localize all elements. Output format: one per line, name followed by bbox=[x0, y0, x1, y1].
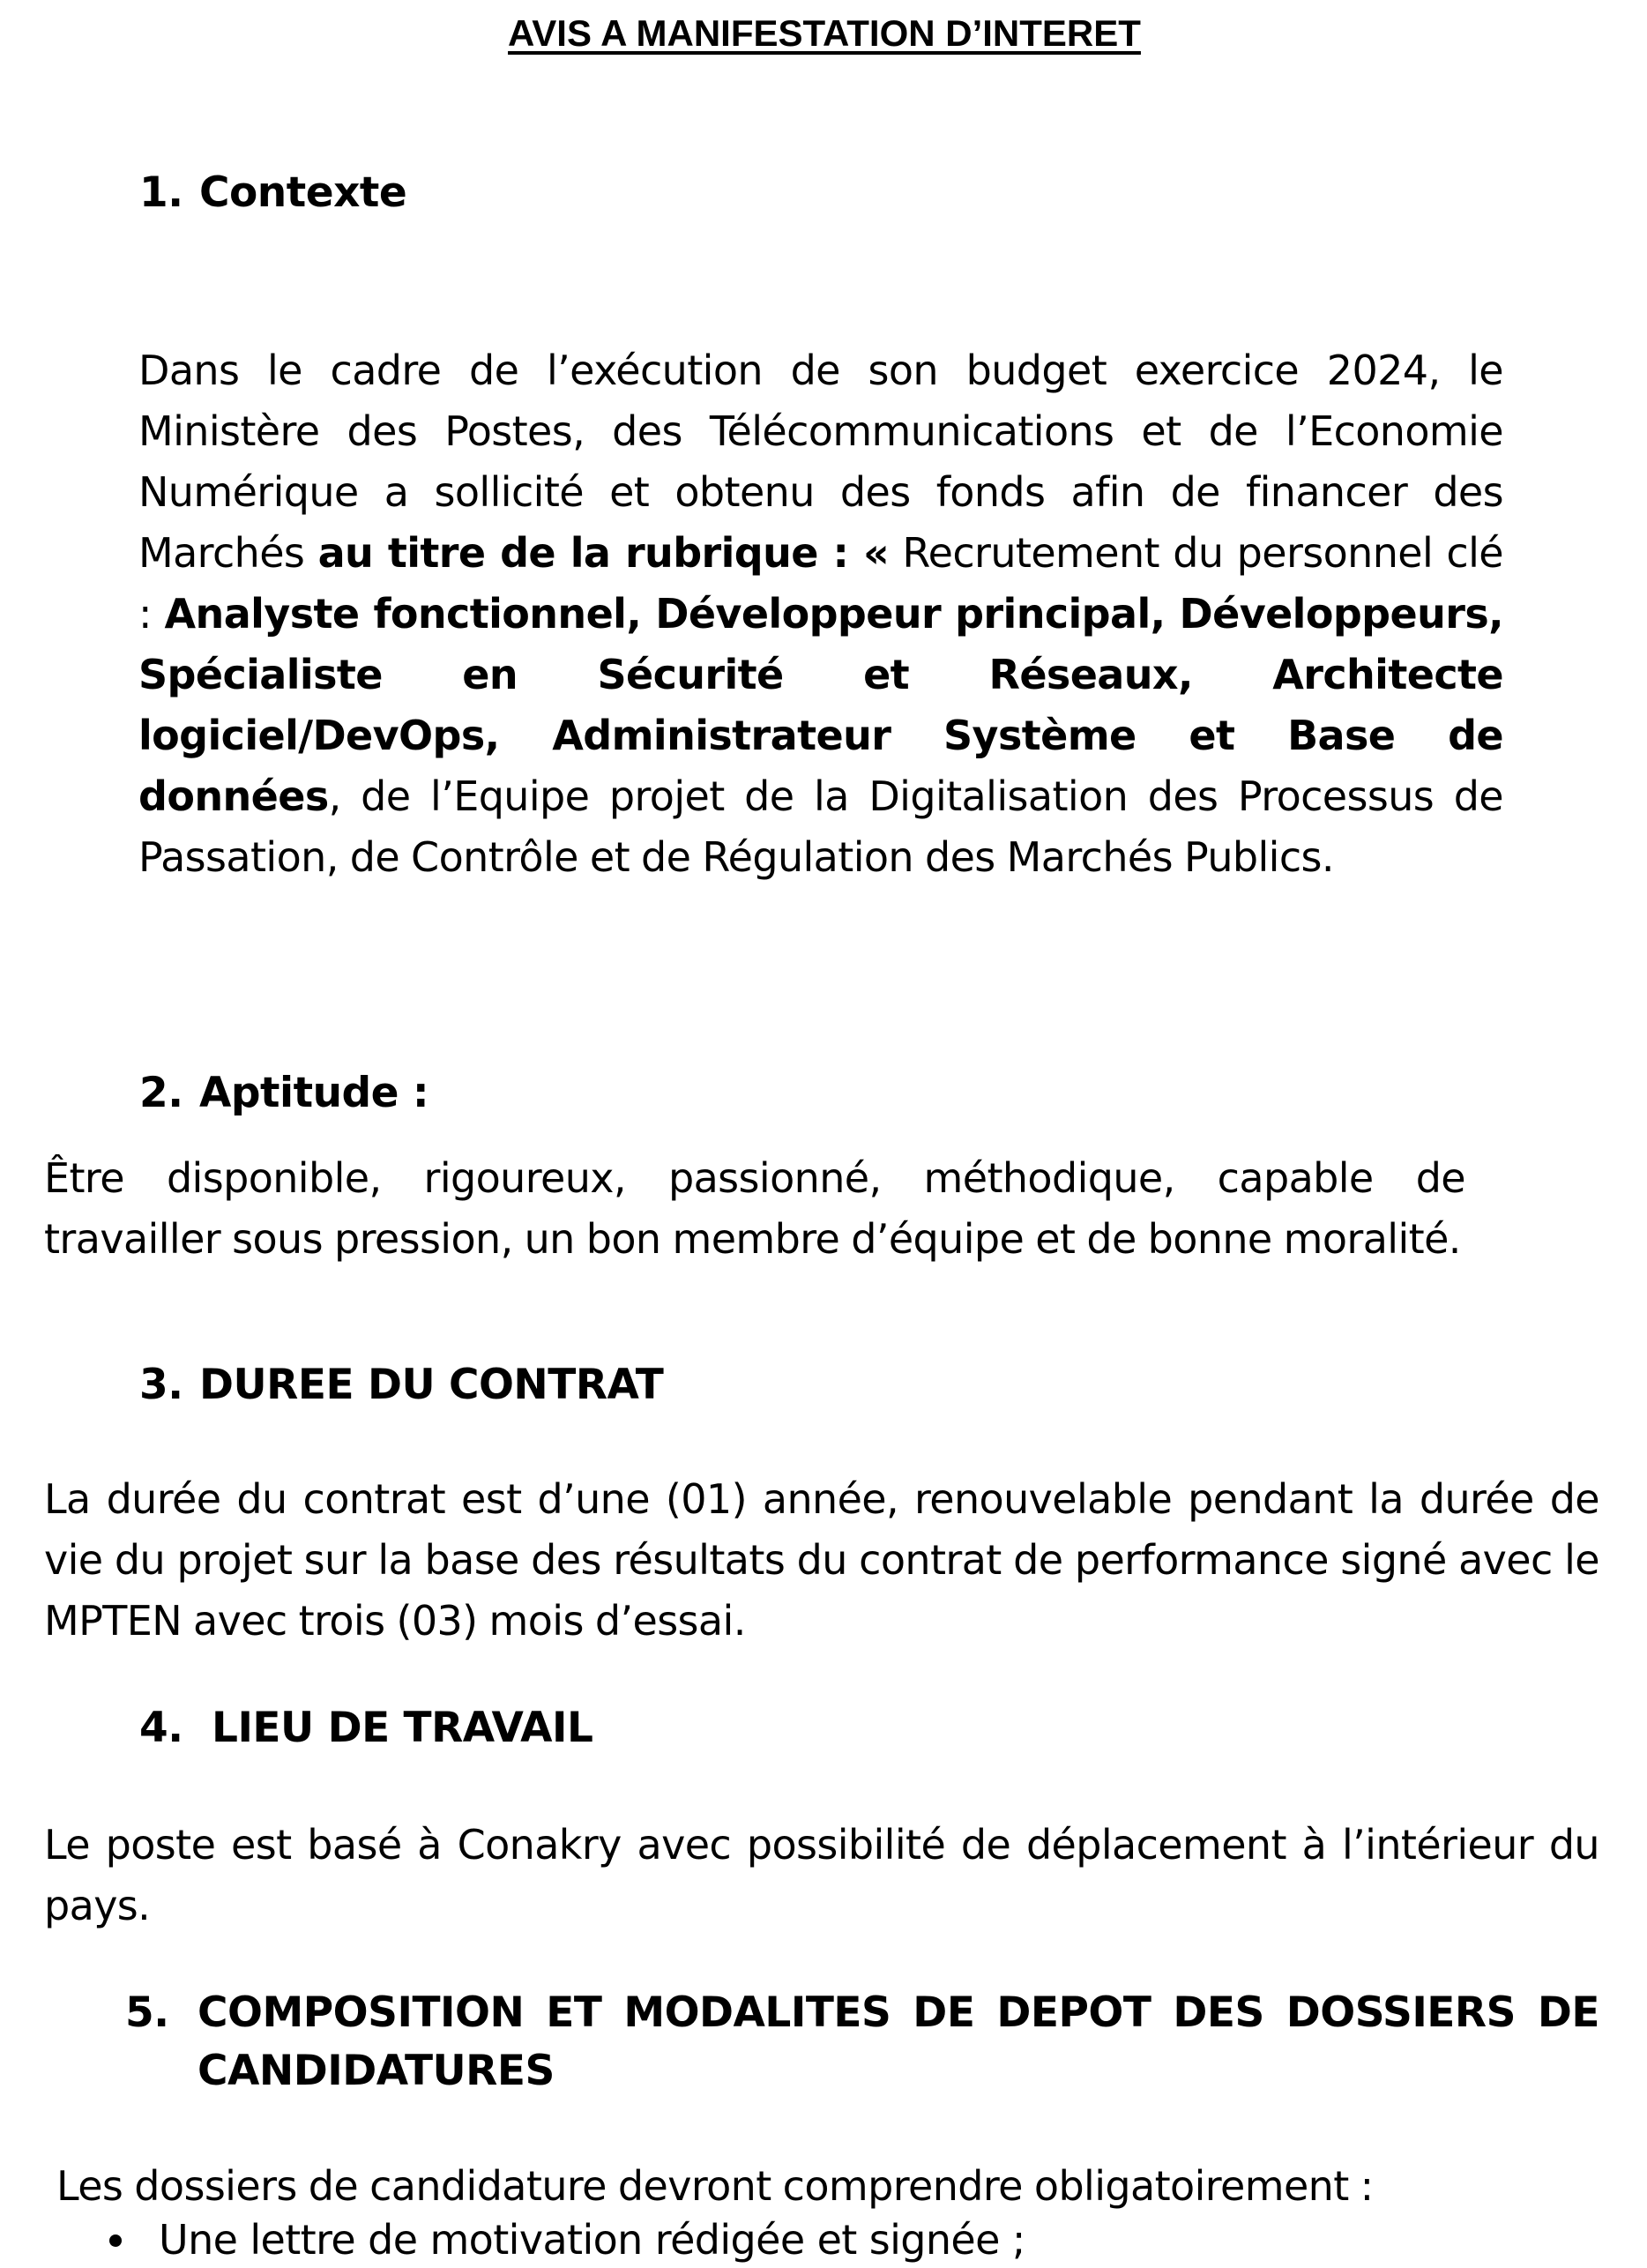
section-paragraph-contexte bbox=[138, 340, 1503, 888]
section-paragraph-aptitude bbox=[44, 1148, 1465, 1270]
paragraph-text: Les dossiers de candidature devront comprendre obligatoirement : bbox=[56, 2162, 1374, 2210]
section-title: DUREE DU CONTRAT bbox=[199, 1361, 664, 1409]
document-title: AVIS A MANIFESTATION D’INTERET bbox=[508, 12, 1141, 54]
section-heading-duree-contrat bbox=[139, 1356, 663, 1414]
paragraph-text-bold-roles: Analyste fonctionnel, Développeur principal, Développeurs, Spécialiste en Sécurité et Réseaux, Architecte logiciel/DevOps, Administrateur Système et Base de données bbox=[138, 590, 1503, 820]
section-title: Aptitude : bbox=[199, 1069, 429, 1117]
paragraph-text: , de l’Equipe projet de la Digitalisation des Processus de Passation, de Contrôle et de Régulation des Marchés Publics. bbox=[138, 772, 1503, 881]
section-title: COMPOSITION ET MODALITES DE DEPOT DES DOSSIERS DE CANDIDATURES bbox=[197, 1988, 1599, 2095]
section-number: 5. bbox=[125, 1988, 169, 2037]
section-heading-aptitude bbox=[139, 1064, 429, 1123]
section-title: Contexte bbox=[199, 168, 407, 217]
required-documents-list bbox=[102, 2212, 1601, 2268]
section-number: 1. bbox=[139, 168, 183, 217]
paragraph-text-bold: au titre de la rubrique : « bbox=[317, 529, 890, 577]
paragraph-text: Être disponible, rigoureux, passionné, méthodique, capable de travailler sous pression, un bon membre d’équipe et de bonne moralité. bbox=[44, 1154, 1465, 1263]
section-heading-contexte bbox=[139, 164, 406, 222]
section-paragraph-lieu-travail bbox=[44, 1815, 1599, 1936]
section-number: 3. bbox=[139, 1361, 183, 1409]
paragraph-text: Le poste est basé à Conakry avec possibilité de déplacement à l’intérieur du pays. bbox=[44, 1821, 1599, 1929]
section-number: 2. bbox=[139, 1069, 183, 1117]
bullet-icon bbox=[109, 2234, 122, 2247]
section-heading-composition bbox=[125, 1984, 1599, 2100]
paragraph-text: Recrutement du personnel clé : bbox=[138, 529, 1503, 638]
section-heading-lieu-travail bbox=[139, 1699, 592, 1757]
section-paragraph-composition bbox=[56, 2156, 1612, 2217]
section-title: LIEU DE TRAVAIL bbox=[212, 1704, 593, 1752]
paragraph-text: Dans le cadre de l’exécution de son budget exercice 2024, le Ministère des Postes, des Télécommunications et de l’Economie Numérique a sollicité et obtenu des fonds afin de financer des Marchés bbox=[138, 347, 1503, 577]
paragraph-text: La durée du contrat est d’une (01) année, renouvelable pendant la durée de vie du projet sur la base des résultats du contrat de performance signé avec le MPTEN avec trois (03) mois d’essai. bbox=[44, 1475, 1599, 1645]
section-number: 4. bbox=[139, 1704, 183, 1752]
list-item bbox=[102, 2212, 1601, 2268]
list-item-text: Une lettre de motivation rédigée et signée ; bbox=[159, 2216, 1025, 2264]
section-paragraph-duree-contrat bbox=[44, 1469, 1599, 1652]
